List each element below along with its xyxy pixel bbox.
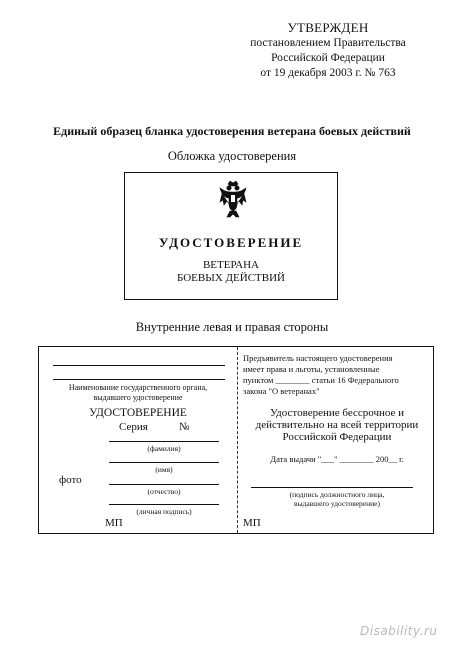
approval-line: постановлением Правительства xyxy=(250,37,406,49)
validity-line: Российской Федерации xyxy=(282,431,392,443)
rights-text xyxy=(243,353,429,397)
org-name-line xyxy=(53,379,225,380)
photo-label: фото xyxy=(59,474,82,486)
cover-subtitle xyxy=(125,259,337,285)
watermark: Disability.ru xyxy=(360,624,438,638)
validity-line: Удостоверение бессрочное и xyxy=(269,407,405,419)
certificate-inner-spread xyxy=(38,346,434,534)
rights-line: закона "О ветеранах" xyxy=(243,386,320,396)
org-label-line: Наименование государственного органа, xyxy=(68,383,208,392)
approval-title: УТВЕРЖДЕН xyxy=(287,20,369,35)
org-label-line: выдавшего удостоверение xyxy=(93,393,183,402)
validity-text xyxy=(239,407,435,443)
issue-date: Дата выдачи "___" ________ 200__ г. xyxy=(270,454,404,464)
org-name-label xyxy=(39,383,237,403)
patronymic-line xyxy=(109,484,219,485)
rights-line: имеет права и льготы, установленные xyxy=(243,364,380,374)
official-signature-line xyxy=(251,487,413,488)
stamp-label-right: МП xyxy=(243,517,261,529)
surname-label: (фамилия) xyxy=(147,444,181,453)
left-title: УДОСТОВЕРЕНИЕ xyxy=(89,407,187,419)
patronymic-label: (отчество) xyxy=(147,487,181,496)
inner-caption: Внутренние левая и правая стороны xyxy=(135,320,329,334)
russian-coat-of-arms-icon xyxy=(218,180,248,218)
official-label-line: выдавшего удостоверение) xyxy=(294,499,380,508)
surname-line xyxy=(109,441,219,442)
cover-subtitle-line: ВЕТЕРАНА xyxy=(202,259,260,271)
validity-line: действительно на всей территории xyxy=(255,419,419,431)
official-signature-label xyxy=(239,490,435,508)
signature-label: (личная подпись) xyxy=(136,507,192,516)
org-name-line xyxy=(53,365,225,366)
rights-line: пунктом ________ статьи 16 Федерального xyxy=(243,375,399,385)
document-title: Единый образец бланка удостоверения ветерана боевых действий xyxy=(53,124,411,138)
approval-block xyxy=(228,20,428,81)
cover-caption: Обложка удостоверения xyxy=(167,149,297,163)
series-label: Серия xyxy=(119,421,148,433)
signature-line xyxy=(109,504,219,505)
name-line xyxy=(109,462,219,463)
approval-line: от 19 декабря 2003 г. № 763 xyxy=(260,67,396,79)
cover-subtitle-line: БОЕВЫХ ДЕЙСТВИЙ xyxy=(177,272,285,284)
stamp-label-left: МП xyxy=(105,517,123,529)
official-label-line: (подпись должностного лица, xyxy=(289,490,385,499)
cover-title: УДОСТОВЕРЕНИЕ xyxy=(158,235,304,250)
approval-line: Российской Федерации xyxy=(271,52,385,64)
rights-line: Предъявитель настоящего удостоверения xyxy=(243,353,393,363)
fold-line xyxy=(237,347,238,533)
number-label: № xyxy=(179,421,190,433)
certificate-cover xyxy=(124,172,338,300)
name-label: (имя) xyxy=(155,465,173,474)
